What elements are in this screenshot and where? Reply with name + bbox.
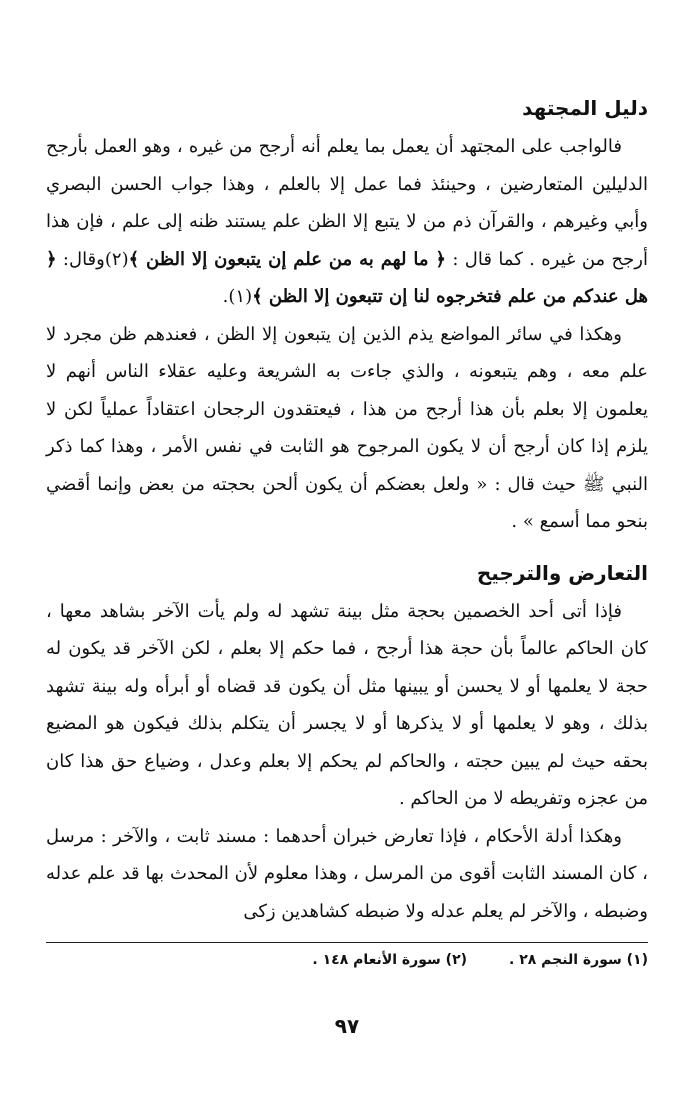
paragraph [46, 128, 648, 316]
footnote-ref: (١) [228, 286, 253, 307]
footnotes [46, 948, 648, 972]
text-run: . [222, 286, 229, 307]
paragraph [46, 818, 648, 931]
footnote: (٢) سورة الأنعام ١٤٨ . [312, 952, 468, 968]
footnote: (١) سورة النجم ٢٨ . [509, 952, 648, 968]
footnote-ref: (٢) [104, 248, 129, 270]
text-run: وهكذا في سائر المواضع يذم الذين إن يتبعون إلا الظن ، فعندهم ظن مجرد لا علم معه ، وهم يتبعونه ، والذي جاءت به الشريعة وعليه عقلاء الناس أنهم لا يعلمون إلا بعلم بأن هذا أرجح من هذا ، فيعتقدون الرجحان اعتقاداً عملياً لكن لا يلزم إذا كان أرجح أن لا يكون المرجوح هو الثابت في نفس الأمر ، وهذا كما ذكر النبي ﷺ حيث قال : « ولعل بعضكم أن يكون ألحن بحجته من بعض وإنما أقضي بنحو مما أسمع » . [46, 323, 648, 532]
quran-verse: ﴿ ما لهم به من علم إن يتبعون إلا الظن ﴾ [128, 248, 446, 270]
footnote-divider [46, 942, 648, 943]
section-heading: دليل المجتهد [522, 96, 648, 120]
text-run: فإذا أتى أحد الخصمين بحجة مثل بينة تشهد له ولم يأت الآخر بشاهد معها ، كان الحاكم عالماً بأن حجة هذا أرجح ، فما حكم إلا بعلم ، لكن الآخر قد يكون له حجة لا يعلمها أو لا يحسن أو يبينها مثل أن يكون قد قضاه أو أبرأه وله بينة تشهد بذلك ، وهو لا يعلمها أو لا يذكرها أو لا يجسر أن يتكلم بذلك فيكون هو المضيع بحقه حيث لم يبين حجته ، والحاكم لم يحكم إلا بعلم وعدل ، وضياع حق هذا كان من عجزه وتفريطه لا من الحاكم . [46, 600, 648, 809]
page-number: ٩٧ [334, 1014, 360, 1038]
text-run: فالواجب على المجتهد أن يعمل بما يعلم أنه أرجح من غيره ، وهو العمل بأرجح الدليلين المتعارضين ، وحينئذ فما عمل إلا بالعلم ، وهذا جواب الحسن البصري وأبي وغيرهم ، والقرآن ذم من لا يتبع إلا الظن علم يستند ظنه إلى علم ، فإن هذا أرجح من غيره . كما قال : [46, 136, 648, 270]
text-run: وهكذا أدلة الأحكام ، فإذا تعارض خبران أحدهما : مسند ثابت ، والآخر : مرسل ، كان المسند الثابت أقوى من المرسل ، وهذا معلوم لأن المحدث بها قد علم عدله وضبطه ، والآخر لم يعلم عدله ولا ضبطه كشاهدين زكى [46, 825, 648, 922]
paragraph [46, 316, 648, 541]
section-heading: التعارض والترجيح [476, 560, 648, 585]
text-run: وقال: [56, 248, 105, 270]
quran-verse: ﴿ هل عندكم من علم فتخرجوه لنا إن تتبعون إلا الظن ﴾ [46, 248, 648, 307]
paragraph [46, 593, 648, 818]
